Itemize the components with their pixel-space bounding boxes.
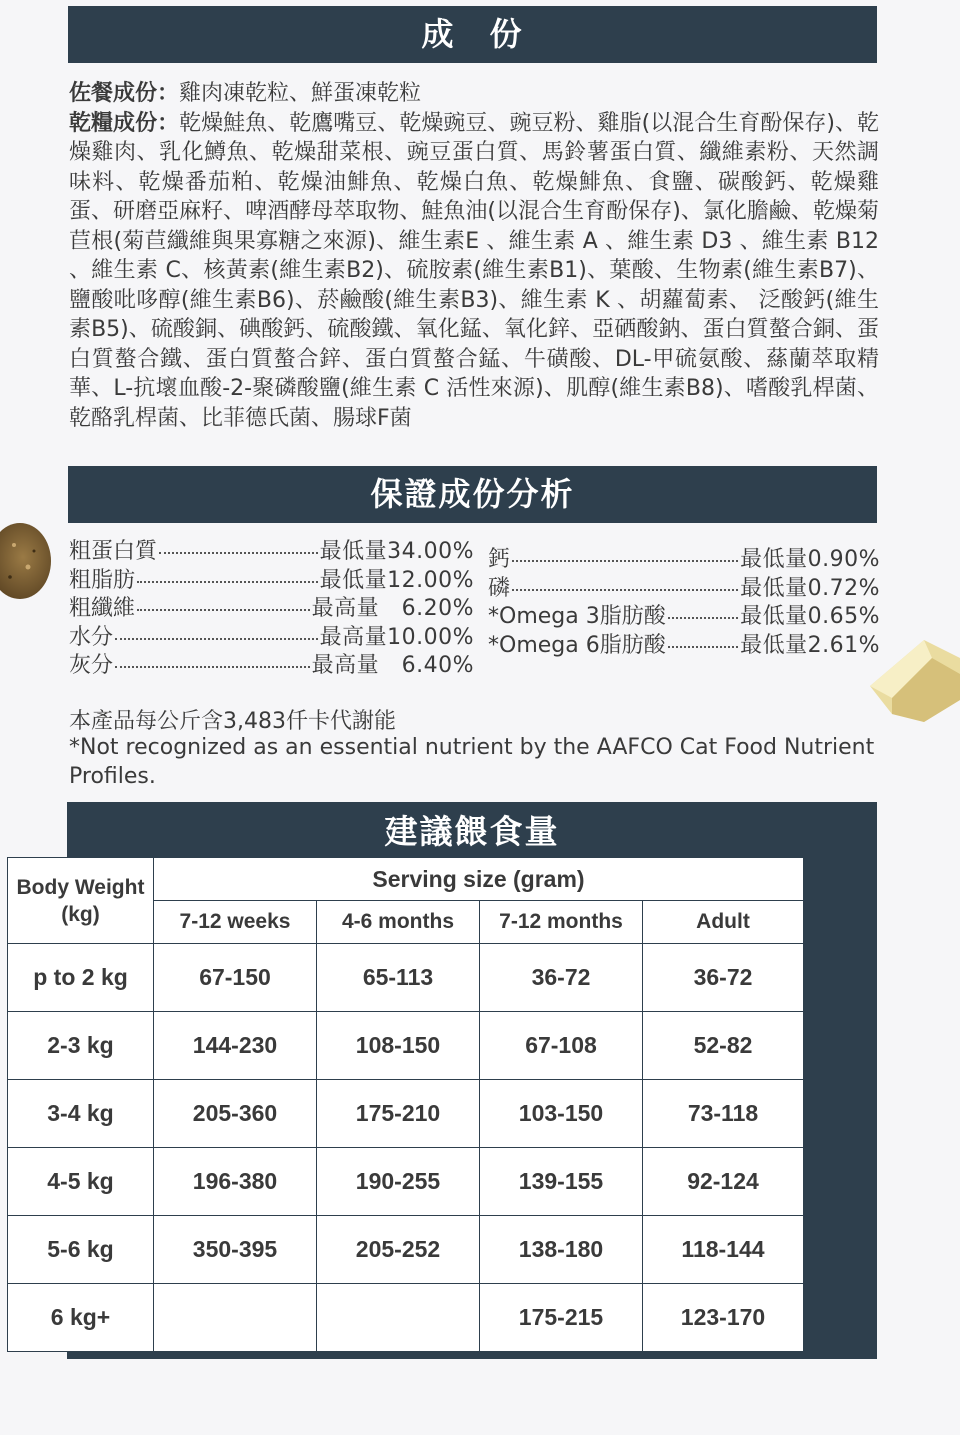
serving-cell: 123-170	[643, 1284, 804, 1352]
nutrient-name: 灰分	[69, 653, 114, 678]
topping-text: 雞肉凍乾粒、鮮蛋凍乾粒	[179, 81, 422, 106]
serving-cell: 175-215	[480, 1284, 643, 1352]
energy-statement: 本產品每公斤含3,483仟卡代謝能	[69, 709, 396, 734]
serving-cell: 118-144	[643, 1216, 804, 1284]
table-row	[8, 1284, 804, 1352]
leader-dots	[668, 617, 738, 619]
leader-dots	[137, 581, 318, 583]
leader-dots	[512, 589, 738, 591]
nutrient-value: 最高量 6.40%	[311, 653, 474, 678]
leader-dots	[512, 560, 738, 562]
table-row	[8, 1216, 804, 1284]
nutrient-value: 最低量0.90%	[740, 547, 880, 572]
nutrient-name: *Omega 3脂肪酸	[488, 604, 666, 629]
ingredients-text-block	[69, 79, 879, 433]
nutrient-name: 粗蛋白質	[69, 539, 158, 564]
serving-cell: 138-180	[480, 1216, 643, 1284]
weight-cell: 2-3 kg	[8, 1012, 154, 1080]
topping-label: 佐餐成份：	[69, 81, 180, 106]
serving-cell: 92-124	[643, 1148, 804, 1216]
serving-cell: 205-252	[317, 1216, 480, 1284]
analysis-row	[69, 567, 474, 596]
nutrient-value: 最低量0.65%	[740, 604, 880, 629]
body-weight-header: Body Weight (kg)	[8, 858, 154, 944]
analysis-row	[488, 575, 880, 604]
topping-ingredients	[69, 79, 879, 109]
nutrient-value: 最低量12.00%	[319, 567, 474, 593]
weight-cell: 6 kg+	[8, 1284, 154, 1352]
feeding-table	[7, 857, 804, 1352]
age-column-header: 7-12 months	[480, 901, 643, 944]
nutrient-value: 最高量 6.20%	[311, 596, 474, 621]
analysis-row	[69, 624, 474, 653]
nutrient-name: *Omega 6脂肪酸	[488, 632, 666, 658]
feeding-section-title: 建議餵食量	[384, 812, 560, 851]
leader-dots	[115, 638, 318, 640]
serving-cell: 73-118	[643, 1080, 804, 1148]
nutrient-name: 水分	[69, 624, 114, 650]
nutrient-name: 粗纖維	[69, 596, 136, 621]
serving-cell	[154, 1284, 317, 1352]
analysis-right-list	[488, 546, 880, 660]
weight-cell: 5-6 kg	[8, 1216, 154, 1284]
serving-cell: 52-82	[643, 1012, 804, 1080]
nutrient-name: 鈣	[488, 547, 511, 572]
serving-cell: 67-108	[480, 1012, 643, 1080]
serving-cell: 350-395	[154, 1216, 317, 1284]
nutrient-value: 最低量0.72%	[740, 575, 880, 601]
nutrient-value: 最低量34.00%	[319, 539, 474, 564]
nutrient-value: 最高量10.00%	[319, 624, 474, 650]
serving-cell: 65-113	[317, 944, 480, 1012]
analysis-row	[488, 546, 880, 575]
analysis-row	[69, 652, 474, 681]
age-column-header: 7-12 weeks	[154, 901, 317, 944]
leader-dots	[137, 609, 310, 611]
age-column-header: Adult	[643, 901, 804, 944]
serving-cell: 36-72	[480, 944, 643, 1012]
table-row	[8, 1012, 804, 1080]
ingredients-section-title: 成 份	[421, 15, 524, 53]
analysis-row	[488, 632, 880, 661]
serving-cell: 190-255	[317, 1148, 480, 1216]
analysis-section-title: 保證成份分析	[370, 475, 575, 513]
nutrient-value: 最低量2.61%	[740, 632, 880, 658]
analysis-row	[488, 603, 880, 632]
weight-cell: 3-4 kg	[8, 1080, 154, 1148]
nutrient-name: 磷	[488, 575, 511, 601]
weight-cell: p to 2 kg	[8, 944, 154, 1012]
serving-cell	[317, 1284, 480, 1352]
analysis-row	[69, 538, 474, 567]
table-row	[8, 1080, 804, 1148]
serving-cell: 108-150	[317, 1012, 480, 1080]
kibble-label: 乾糧成份：	[69, 110, 180, 136]
kibble-text: 乾燥鮭魚、乾鷹嘴豆、乾燥豌豆、豌豆粉、雞脂(以混合生育酚保存)、乾燥雞肉、乳化鱒魚、乾燥甜菜根、豌豆蛋白質、馬鈴薯蛋白質、纖維素粉、天然調味料、乾燥番茄粕、乾燥油鯡魚、乾燥白魚、乾燥鯡魚、食鹽、碳酸鈣、乾燥雞蛋、研磨亞麻籽、啤酒酵母萃取物、鮭魚油(以混合生育酚保存)、氯化膽鹼、乾燥菊苣根(菊苣纖維與果寡糖之來源)、維生素E 、維生素 A 、維生素 D3 、維生素 B12 、維生素 C、核黃素(維生素B2)、硫胺素(維生素B1)、葉酸、生物素(維生素B7)、鹽酸吡哆醇(維生素B6)、菸鹼酸(維生素B3)、維生素 K 、胡蘿蔔素、 泛酸鈣(維生素B5)、硫酸銅、碘酸鈣、硫酸鐵、氧化錳、氧化鋅、亞硒酸鈉、蛋白質螯合銅、蛋白質螯合鐵、蛋白質螯合鋅、蛋白質螯合錳、牛磺酸、DL-甲硫氨酸、蕬蘭萃取精華、L-抗壞血酸-2-聚磷酸鹽(維生素 C 活性來源)、肌醇(維生素B8)、嗜酸乳桿菌、乾酪乳桿菌、比菲德氏菌、腸球F菌	[69, 110, 879, 431]
weight-cell: 4-5 kg	[8, 1148, 154, 1216]
table-row	[8, 944, 804, 1012]
serving-cell: 175-210	[317, 1080, 480, 1148]
ingredients-section-header	[68, 6, 877, 63]
leader-dots	[668, 646, 738, 648]
serving-cell: 36-72	[643, 944, 804, 1012]
analysis-section-header	[68, 466, 877, 523]
age-column-header: 4-6 months	[317, 901, 480, 944]
nutrient-name: 粗脂肪	[69, 567, 136, 593]
serving-cell: 139-155	[480, 1148, 643, 1216]
table-row	[8, 1148, 804, 1216]
serving-cell: 196-380	[154, 1148, 317, 1216]
serving-cell: 67-150	[154, 944, 317, 1012]
serving-size-header: Serving size (gram)	[154, 858, 804, 901]
serving-cell: 205-360	[154, 1080, 317, 1148]
serving-cell: 103-150	[480, 1080, 643, 1148]
serving-cell: 144-230	[154, 1012, 317, 1080]
leader-dots	[115, 666, 310, 668]
analysis-row	[69, 595, 474, 624]
leader-dots	[159, 552, 318, 554]
kibble-image	[0, 515, 56, 605]
aafco-footnote: *Not recognized as an essential nutrient by the AAFCO Cat Food Nutrient Profiles.	[69, 735, 875, 789]
kibble-ingredients	[69, 109, 879, 434]
analysis-left-list	[69, 538, 474, 681]
